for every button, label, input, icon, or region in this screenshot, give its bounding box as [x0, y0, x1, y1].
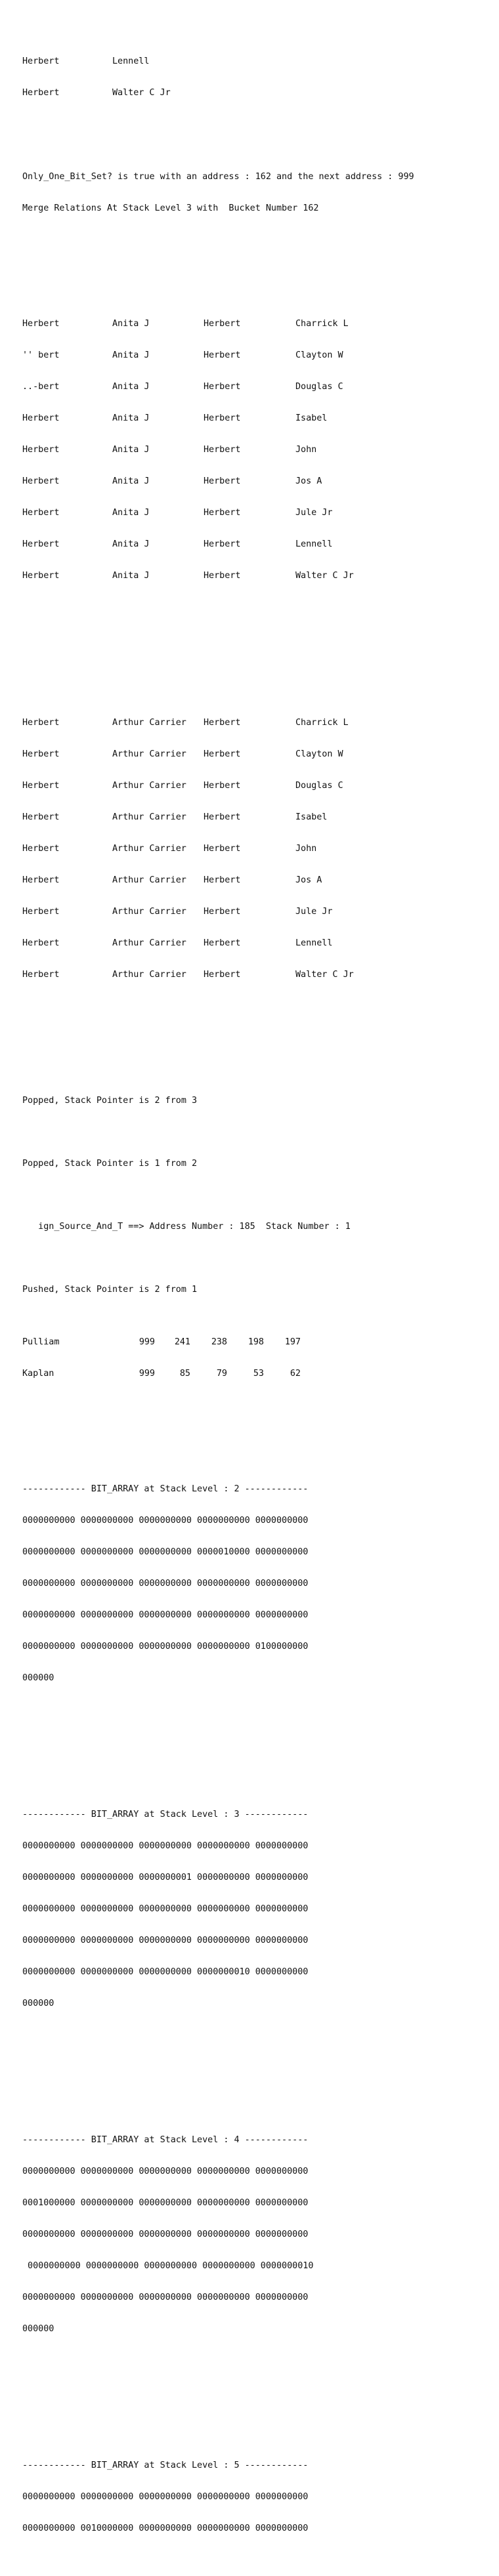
cell: Herbert	[204, 781, 241, 791]
cell: Herbert	[22, 413, 60, 423]
cell: Herbert	[22, 907, 60, 917]
cell: Herbert	[204, 413, 241, 423]
first-name: Lennell	[112, 56, 150, 66]
merge-relations-line: Merge Relations At Stack Level 3 with Bucket Number 162	[22, 203, 319, 213]
bit-array-level-3	[22, 1789, 482, 2030]
table-row	[22, 56, 482, 67]
cell: Herbert	[22, 508, 60, 518]
cell: Herbert	[204, 938, 241, 948]
cell: Jule Jr	[295, 907, 333, 917]
cell: Herbert	[22, 571, 60, 581]
relation-group-arthur	[22, 697, 482, 1001]
row-name: Kaplan	[22, 1369, 54, 1379]
assign-source-line: ign_Source_And_T ==> Address Number : 185 Stack Number : 1	[22, 1222, 351, 1232]
bit-row: 0000000000 0000000000 0000000000 0000000000 0000000000	[22, 1936, 309, 1945]
cell: John	[295, 445, 317, 455]
cell: Anita J	[112, 350, 150, 360]
cell: Jule Jr	[295, 508, 333, 518]
table-row	[22, 88, 482, 98]
cell: Arthur Carrier	[112, 844, 186, 854]
cell: Jos A	[295, 476, 322, 486]
table-row	[22, 350, 482, 361]
bit-row: 000000	[22, 1999, 54, 2008]
bit-row: 0000000000 0000000000 0000000000 0000000000 0000000000	[22, 2230, 309, 2239]
table-row	[22, 938, 482, 949]
cell: Herbert	[204, 718, 241, 728]
cell: Arthur Carrier	[112, 938, 186, 948]
value: 999	[139, 1369, 155, 1379]
cell: Isabel	[295, 812, 328, 822]
cell: Charrick L	[295, 718, 349, 728]
cell: Lennell	[295, 938, 333, 948]
first-name: Walter C Jr	[112, 88, 171, 98]
cell: Herbert	[204, 812, 241, 822]
bit-array-header: ------------ BIT_ARRAY at Stack Level : 4 ------------	[22, 2135, 309, 2145]
bit-array-level-5	[22, 2440, 482, 2555]
cell: Herbert	[22, 476, 60, 486]
bit-row: 0001000000 0000000000 0000000000 0000000000 0000000000	[22, 2198, 309, 2208]
only-one-bit-set-line: Only_One_Bit_Set? is true with an address : 162 and the next address : 999	[22, 172, 414, 182]
cell: Arthur Carrier	[112, 875, 186, 885]
cell: Herbert	[204, 907, 241, 917]
table-row	[22, 749, 482, 760]
cell: Herbert	[22, 875, 60, 885]
table-row	[22, 781, 482, 791]
cell: Herbert	[204, 382, 241, 392]
bit-row: 000000	[22, 1673, 54, 1683]
cell: John	[295, 844, 317, 854]
value: 53	[253, 1369, 264, 1379]
cell: Herbert	[204, 319, 241, 329]
value: 85	[179, 1369, 190, 1379]
table-row	[22, 413, 482, 424]
number-row	[22, 1369, 482, 1379]
cell: Walter C Jr	[295, 571, 354, 581]
popped-line-2: Popped, Stack Pointer is 1 from 2	[22, 1159, 198, 1169]
number-row	[22, 1337, 482, 1348]
value: 999	[139, 1337, 155, 1347]
bit-row: 0000000000 0000000000 0000000000 0000010000 0000000000	[22, 1547, 309, 1557]
cell: Herbert	[204, 476, 241, 486]
value: 198	[248, 1337, 264, 1347]
cell: Arthur Carrier	[112, 781, 186, 791]
cell: Douglas C	[295, 781, 343, 791]
pushed-line: Pushed, Stack Pointer is 2 from 1	[22, 1285, 198, 1295]
cell: Herbert	[204, 350, 241, 360]
bit-row: 0000000000 0000000000 0000000000 0000000010 0000000000	[22, 1967, 309, 1977]
cell: Herbert	[204, 571, 241, 581]
bit-row: 0000000000 0010000000 0000000000 0000000000 0000000000	[22, 2524, 309, 2533]
cell: Herbert	[22, 844, 60, 854]
bit-array-level-2	[22, 1463, 482, 1705]
cell: Herbert	[204, 844, 241, 854]
bit-row: 0000000000 0000000000 0000000000 0000000000 0000000000	[22, 2167, 309, 2176]
cell: Herbert	[204, 875, 241, 885]
cell: ..-bert	[22, 382, 60, 392]
cell: Herbert	[204, 970, 241, 980]
table-row	[22, 476, 482, 487]
bit-row: 0000000000 0000000000 0000000000 0000000000 0000000000	[22, 2492, 309, 2502]
table-row	[22, 319, 482, 329]
cell: Arthur Carrier	[112, 718, 186, 728]
last-name: Herbert	[22, 88, 60, 98]
table-row	[22, 445, 482, 455]
relation-group-anita	[22, 298, 482, 602]
bit-array-level-4	[22, 2114, 482, 2356]
cell: Douglas C	[295, 382, 343, 392]
value: 238	[211, 1337, 227, 1347]
table-row	[22, 844, 482, 854]
cell: Herbert	[22, 781, 60, 791]
cell: Herbert	[22, 539, 60, 549]
cell: Herbert	[22, 749, 60, 759]
table-row	[22, 539, 482, 550]
bit-row: 0000000000 0000000000 0000000000 0000000000 0000000000	[22, 1516, 309, 1526]
bit-array-header: ------------ BIT_ARRAY at Stack Level : 2 ------------	[22, 1484, 309, 1494]
table-row	[22, 812, 482, 823]
bit-row: 0000000000 0000000000 0000000001 0000000000 0000000000	[22, 1873, 309, 1882]
cell: Arthur Carrier	[112, 749, 186, 759]
printout-page	[22, 14, 482, 2576]
cell: Herbert	[22, 970, 60, 980]
bit-row: 0000000000 0000000000 0000000000 0000000000 0000000000	[22, 2293, 309, 2302]
bit-array-header: ------------ BIT_ARRAY at Stack Level : 3 ------------	[22, 1810, 309, 1819]
cell: Clayton W	[295, 350, 343, 360]
table-row	[22, 571, 482, 581]
cell: Herbert	[22, 319, 60, 329]
bit-array-header: ------------ BIT_ARRAY at Stack Level : 5 ------------	[22, 2461, 309, 2470]
table-row	[22, 508, 482, 518]
cell: Herbert	[22, 718, 60, 728]
table-row	[22, 970, 482, 980]
bit-row: 000000	[22, 2324, 54, 2334]
cell: Herbert	[204, 445, 241, 455]
cell: Lennell	[295, 539, 333, 549]
cell: Arthur Carrier	[112, 970, 186, 980]
cell: Arthur Carrier	[112, 812, 186, 822]
value: 197	[284, 1337, 301, 1347]
value: 62	[290, 1369, 301, 1379]
bit-row: 0000000000 0000000000 0000000000 0000000000 0000000000	[22, 1904, 309, 1914]
cell: Herbert	[204, 508, 241, 518]
table-row	[22, 907, 482, 917]
cell: Anita J	[112, 571, 150, 581]
cell: Anita J	[112, 382, 150, 392]
cell: Herbert	[22, 445, 60, 455]
cell: Herbert	[204, 539, 241, 549]
bit-row: 0000000000 0000000000 0000000000 0000000000 0000000010	[22, 2261, 314, 2271]
cell: Jos A	[295, 875, 322, 885]
bit-row: 0000000000 0000000000 0000000000 0000000000 0100000000	[22, 1642, 309, 1652]
bit-row: 0000000000 0000000000 0000000000 0000000000 0000000000	[22, 1841, 309, 1851]
popped-line-1: Popped, Stack Pointer is 2 from 3	[22, 1096, 198, 1106]
cell: '' bert	[22, 350, 60, 360]
value: 241	[174, 1337, 190, 1347]
last-name: Herbert	[22, 56, 60, 66]
table-row	[22, 875, 482, 886]
cell: Arthur Carrier	[112, 907, 186, 917]
cell: Charrick L	[295, 319, 349, 329]
cell: Anita J	[112, 476, 150, 486]
cell: Anita J	[112, 539, 150, 549]
table-row	[22, 382, 482, 392]
cell: Isabel	[295, 413, 328, 423]
cell: Anita J	[112, 445, 150, 455]
value: 79	[216, 1369, 227, 1379]
cell: Clayton W	[295, 749, 343, 759]
cell: Herbert	[22, 812, 60, 822]
table-row	[22, 718, 482, 728]
cell: Anita J	[112, 319, 150, 329]
cell: Herbert	[204, 749, 241, 759]
bit-row: 0000000000 0000000000 0000000000 0000000000 0000000000	[22, 1610, 309, 1620]
bit-row: 0000000000 0000000000 0000000000 0000000000 0000000000	[22, 1579, 309, 1589]
cell: Anita J	[112, 508, 150, 518]
cell: Herbert	[22, 938, 60, 948]
cell: Walter C Jr	[295, 970, 354, 980]
row-name: Pulliam	[22, 1337, 60, 1347]
cell: Anita J	[112, 413, 150, 423]
